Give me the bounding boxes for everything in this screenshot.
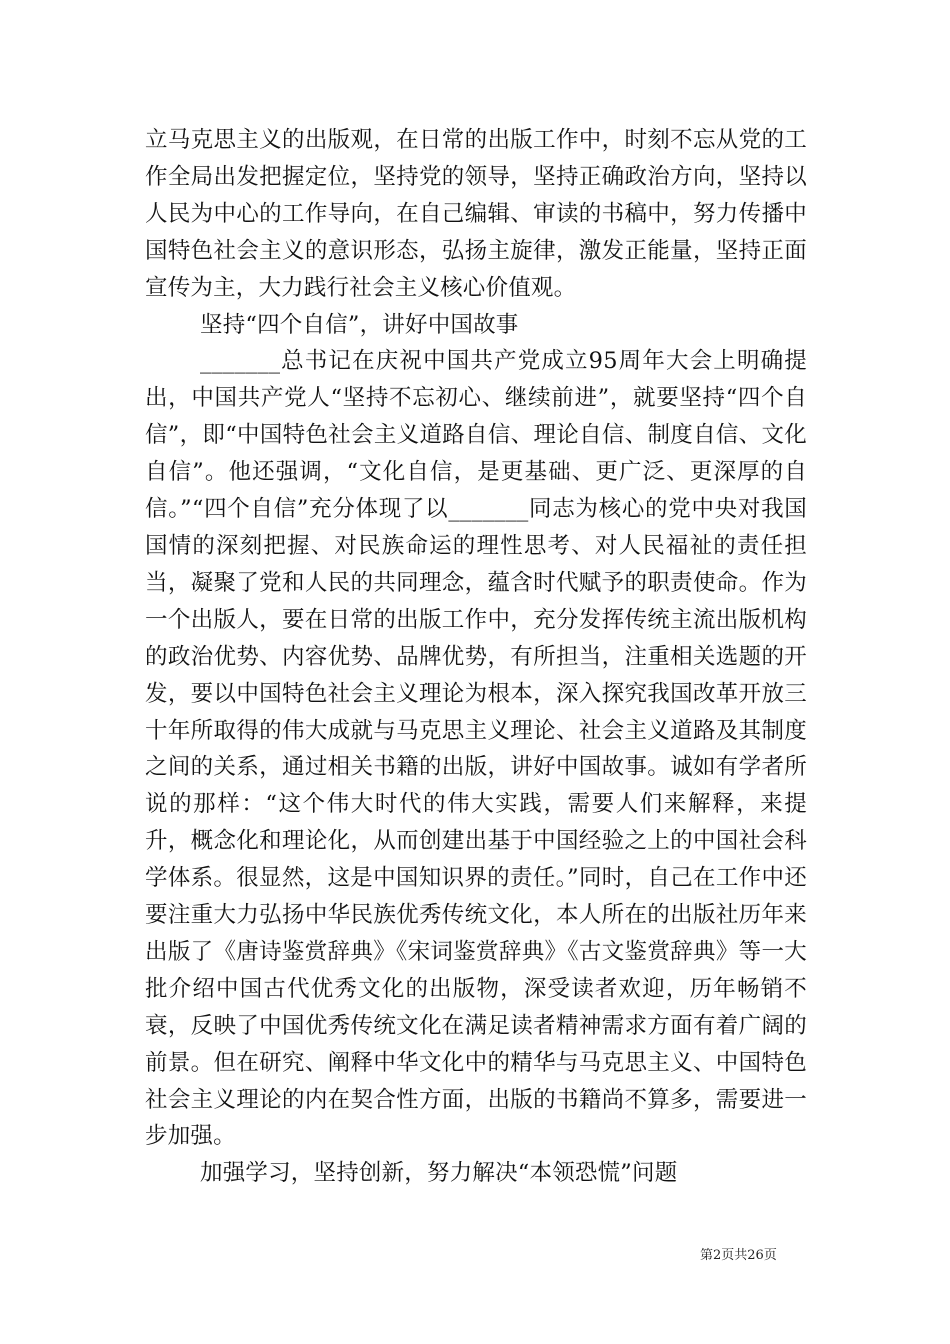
section-heading-four-confidences: 坚持“四个自信”，讲好中国故事 xyxy=(200,311,519,338)
paragraph-four-confidences: _______总书记在庆祝中国共产党成立95周年大会上明确提出，中国共产党人“坚持不忘初心、继续前进”，就要坚持“四个自信”，即“中国特色社会主义道路自信、理论自信、制度自信、文化自信”。他还强调，“文化自信，是更基础、更广泛、更深厚的自信。”“四个自信”充分体现了以_______同志为核心的党中央对我国国情的深刻把握、对民族命运的理性思考、对人民福祉的责任担当，凝聚了党和人民的共同理念，蕴含时代赋予的职责使命。作为一个出版人，要在日常的出版工作中，充分发挥传统主流出版机构的政治优势、内容优势、品牌优势，有所担当，注重相关选题的开发，要以中国特色社会主义理论为根本，深入探究我国改革开放三十年所取得的伟大成就与马克思主义理论、社会主义道路及其制度之间的关系，通过相关书籍的出版，讲好中国故事。诚如有学者所说的那样：“这个伟大时代的伟大实践，需要人们来解释，来提升，概念化和理论化，从而创建出基于中国经验之上的中国社会科学体系。很显然，这是中国知识界的责任。”同时，自己在工作中还要注重大力弘扬中华民族优秀传统文化，本人所在的出版社历年来出版了《唐诗鉴赏辞典》《宋词鉴赏辞典》《古文鉴赏辞典》等一大批介绍中国古代优秀文化的出版物，深受读者欢迎，历年畅销不衰，反映了中国优秀传统文化在满足读者精神需求方面有着广阔的前景。但在研究、阐释中华文化中的精华与马克思主义、中国特色社会主义理论的内在契合性方面，出版的书籍尚不算多，需要进一步加强。 xyxy=(145,348,807,1150)
page-number-footer: 第2页共26页 xyxy=(700,1248,777,1263)
document-body xyxy=(145,122,807,1192)
section-heading-learning-innovation: 加强学习，坚持创新，努力解决“本领恐慌”问题 xyxy=(200,1160,678,1187)
paragraph-continuation: 立马克思主义的出版观，在日常的出版工作中，时刻不忘从党的工作全局出发把握定位，坚持党的领导，坚持正确政治方向，坚持以人民为中心的工作导向，在自己编辑、审读的书稿中，努力传播中国特色社会主义的意识形态，弘扬主旋律，激发正能量，坚持正面宣传为主，大力践行社会主义核心价值观。 xyxy=(145,127,807,301)
